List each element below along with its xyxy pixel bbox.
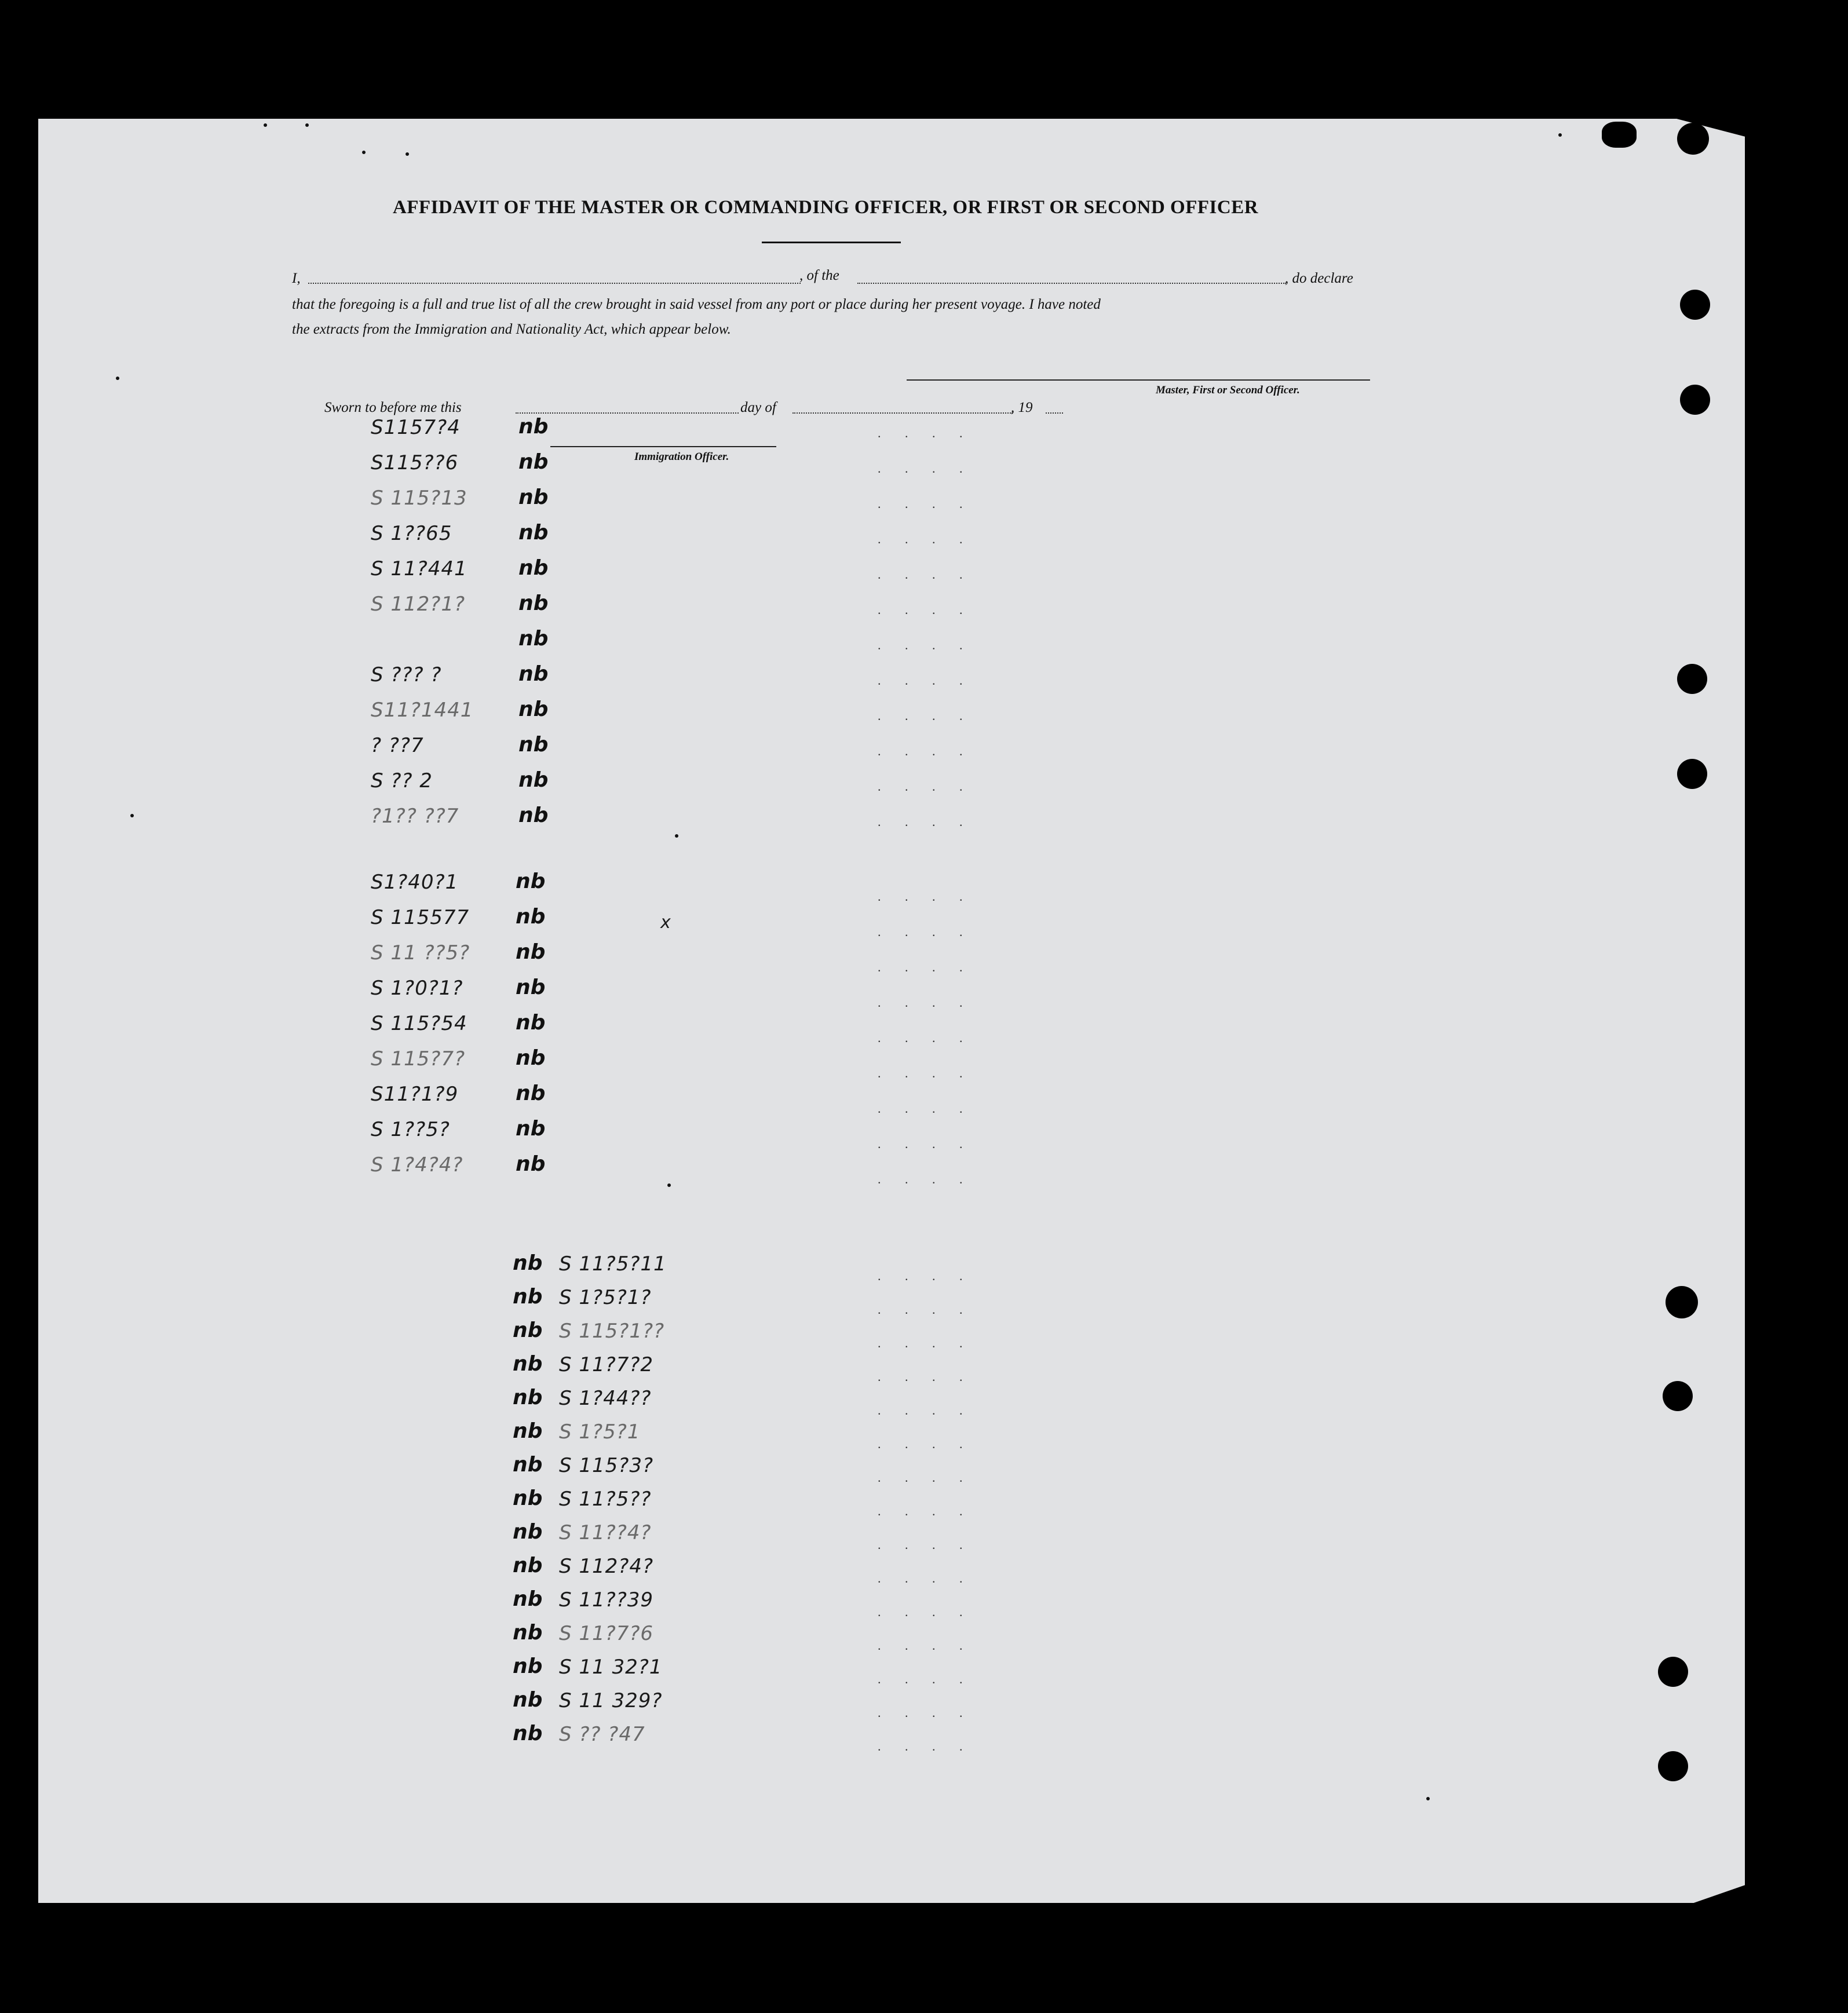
handwritten-nb-mark: nb xyxy=(516,976,546,999)
handwritten-crew-number: S11?1441 xyxy=(371,699,474,722)
dot-leader: . . . . xyxy=(878,1172,973,1186)
handwritten-nb-mark: nb xyxy=(518,697,549,721)
handwritten-nb-mark: nb xyxy=(513,1419,543,1443)
dot-leader: . . . . xyxy=(878,1369,973,1384)
master-caption: Master, First or Second Officer. xyxy=(1156,384,1300,396)
dot-leader: . . . . xyxy=(878,1571,973,1585)
handwritten-crew-number: S 11 ??5? xyxy=(371,941,470,965)
dot-leader: . . . . xyxy=(878,1031,973,1045)
handwritten-nb-mark: nb xyxy=(518,768,549,792)
handwritten-nb-mark: nb xyxy=(518,803,549,827)
handwritten-nb-mark: nb xyxy=(513,1587,543,1611)
punch-hole xyxy=(1677,664,1707,694)
document-page xyxy=(38,119,1745,1903)
speck xyxy=(305,123,309,127)
handwritten-nb-mark: nb xyxy=(513,1688,543,1712)
handwritten-nb-mark: nb xyxy=(516,905,546,929)
speck xyxy=(130,814,134,817)
handwritten-nb-mark: nb xyxy=(518,485,549,509)
sworn-day-blank xyxy=(516,412,739,414)
punch-hole xyxy=(1658,1657,1688,1687)
handwritten-nb-mark: nb xyxy=(518,521,549,545)
dot-leader: . . . . xyxy=(878,1470,973,1485)
handwritten-crew-number: S 1?4?4? xyxy=(371,1153,463,1177)
dot-leader: . . . . xyxy=(878,1504,973,1518)
year-blank xyxy=(1046,412,1063,414)
year-label: , 19 xyxy=(1011,400,1033,415)
handwritten-nb-mark: nb xyxy=(518,733,549,757)
handwritten-crew-number: S 11??4? xyxy=(559,1521,652,1544)
torn-corner-hole xyxy=(1602,122,1637,148)
dot-leader: . . . . xyxy=(878,602,973,617)
dot-leader: . . . . xyxy=(878,461,973,476)
dot-leader: . . . . xyxy=(878,1302,973,1317)
handwritten-nb-mark: nb xyxy=(513,1554,543,1577)
dot-leader: . . . . xyxy=(878,1705,973,1720)
punch-hole xyxy=(1677,759,1707,789)
handwritten-crew-number: S 1?0?1? xyxy=(371,977,463,1000)
dot-leader: . . . . xyxy=(878,567,973,582)
handwritten-nb-mark: nb xyxy=(513,1654,543,1678)
immigration-signature-line xyxy=(550,446,776,447)
dot-leader: . . . . xyxy=(878,673,973,688)
decl-do-declare-label: , do declare xyxy=(1285,271,1353,286)
day-of-label: day of xyxy=(740,400,776,415)
handwritten-nb-mark: nb xyxy=(518,662,549,686)
vessel-blank-line xyxy=(857,283,1286,284)
handwritten-crew-number: S 115577 xyxy=(371,906,470,929)
punch-hole xyxy=(1658,1751,1688,1781)
dot-leader: . . . . xyxy=(878,1537,973,1552)
handwritten-crew-number: S 11?7?2 xyxy=(559,1353,654,1376)
handwritten-nb-mark: nb xyxy=(518,556,549,580)
handwritten-crew-number: ? ??7 xyxy=(371,734,424,757)
handwritten-crew-number: S 11 329? xyxy=(559,1689,663,1712)
handwritten-crew-number: S 115?3? xyxy=(559,1454,654,1477)
dot-leader: . . . . xyxy=(878,496,973,511)
handwritten-nb-mark: nb xyxy=(513,1352,543,1376)
handwritten-nb-mark: nb xyxy=(516,940,546,964)
dot-leader: . . . . xyxy=(878,1137,973,1151)
speck xyxy=(116,377,119,380)
handwritten-crew-number: S ?? 2 xyxy=(371,769,433,792)
speck xyxy=(667,1183,671,1187)
handwritten-nb-mark: nb xyxy=(513,1520,543,1544)
dot-leader: . . . . xyxy=(878,426,973,440)
dot-leader: . . . . xyxy=(878,925,973,939)
handwritten-nb-mark: nb xyxy=(513,1318,543,1342)
master-signature-line xyxy=(907,379,1370,381)
handwritten-crew-number: S 1?44?? xyxy=(559,1387,652,1410)
dot-leader: . . . . xyxy=(878,532,973,546)
handwritten-nb-mark: nb xyxy=(518,415,549,439)
handwritten-nb-mark: nb xyxy=(516,870,546,893)
punch-hole xyxy=(1680,290,1710,320)
handwritten-crew-number: S 11?5?? xyxy=(559,1488,652,1511)
dot-leader: . . . . xyxy=(878,1739,973,1753)
handwritten-nb-mark: nb xyxy=(518,450,549,474)
handwritten-crew-number: S 1?5?1? xyxy=(559,1286,652,1309)
dot-leader: . . . . xyxy=(878,779,973,794)
handwritten-nb-mark: nb xyxy=(516,1117,546,1141)
speck xyxy=(406,152,409,156)
handwritten-nb-mark: nb xyxy=(518,627,549,651)
dot-leader: . . . . xyxy=(878,1638,973,1653)
decl-of-the-label: , of the xyxy=(799,268,839,283)
handwritten-crew-number: S 115?13 xyxy=(371,487,468,510)
handwritten-crew-number: S 11 32?1 xyxy=(559,1656,663,1679)
title-underline xyxy=(762,242,901,243)
dot-leader: . . . . xyxy=(878,995,973,1010)
handwritten-crew-number: S 115?1?? xyxy=(559,1320,665,1343)
handwritten-crew-number: S 11?7?6 xyxy=(559,1622,654,1645)
handwritten-nb-mark: nb xyxy=(513,1722,543,1745)
handwritten-crew-number: S11?1?9 xyxy=(371,1083,459,1106)
dot-leader: . . . . xyxy=(878,1101,973,1116)
dot-leader: . . . . xyxy=(878,1437,973,1451)
handwritten-crew-number: S 112?4? xyxy=(559,1555,654,1578)
dot-leader: . . . . xyxy=(878,1066,973,1080)
handwritten-nb-mark: nb xyxy=(513,1453,543,1477)
handwritten-nb-mark: nb xyxy=(513,1621,543,1645)
dot-leader: . . . . xyxy=(878,1336,973,1350)
punch-hole xyxy=(1666,1286,1698,1318)
name-blank-line xyxy=(308,283,801,284)
dot-leader: . . . . xyxy=(878,744,973,758)
handwritten-crew-number: S 1??5? xyxy=(371,1118,450,1141)
handwritten-crew-number: S ??? ? xyxy=(371,663,442,686)
form-title: AFFIDAVIT OF THE MASTER OR COMMANDING OFFICER, OR FIRST OR SECOND OFFICER xyxy=(392,197,1259,218)
handwritten-nb-mark: nb xyxy=(516,1082,546,1105)
handwritten-nb-mark: nb xyxy=(513,1386,543,1409)
dot-leader: . . . . xyxy=(878,1403,973,1417)
dot-leader: . . . . xyxy=(878,960,973,974)
speck xyxy=(675,834,678,838)
dot-leader: . . . . xyxy=(878,1672,973,1686)
handwritten-nb-mark: nb xyxy=(513,1251,543,1275)
handwritten-crew-number: S1157?4 xyxy=(371,416,461,439)
speck xyxy=(264,123,267,127)
handwritten-crew-number: S115??6 xyxy=(371,451,459,474)
handwritten-crew-number: S 11?441 xyxy=(371,557,468,580)
dot-leader: . . . . xyxy=(878,708,973,723)
handwritten-crew-number: S 1??65 xyxy=(371,522,452,545)
handwritten-nb-mark: nb xyxy=(516,1152,546,1176)
handwritten-crew-number: S1?40?1 xyxy=(371,871,459,894)
dot-leader: . . . . xyxy=(878,1605,973,1619)
speck xyxy=(362,151,366,154)
handwritten-nb-mark: nb xyxy=(513,1486,543,1510)
decl-i-label: I, xyxy=(292,271,301,286)
dot-leader: . . . . xyxy=(878,814,973,829)
dot-leader: . . . . xyxy=(878,1269,973,1283)
handwritten-crew-number: S 11?5?11 xyxy=(559,1252,667,1276)
handwritten-crew-number: S 115?54 xyxy=(371,1012,468,1035)
handwritten-crew-number: S ?? ?47 xyxy=(559,1723,645,1746)
month-blank xyxy=(792,412,1013,414)
punch-hole xyxy=(1663,1381,1693,1411)
handwritten-crew-number: S 112?1? xyxy=(371,593,466,616)
decl-line-2: that the foregoing is a full and true list of all the crew brought in said vessel from any port or place during her present voyage. I have noted xyxy=(292,297,1101,312)
handwritten-nb-mark: nb xyxy=(516,1046,546,1070)
handwritten-nb-mark: nb xyxy=(513,1285,543,1309)
handwritten-crew-number: S 1?5?1 xyxy=(559,1420,641,1444)
handwritten-nb-mark: nb xyxy=(516,1011,546,1035)
handwritten-nb-mark: nb xyxy=(518,591,549,615)
dot-leader: . . . . xyxy=(878,638,973,652)
decl-line-3: the extracts from the Immigration and Nationality Act, which appear below. xyxy=(292,322,731,337)
dot-leader: . . . . xyxy=(878,889,973,904)
torn-corner-hole xyxy=(1677,123,1709,155)
handwritten-crew-number: S 115?7? xyxy=(371,1047,466,1071)
speck xyxy=(1426,1797,1430,1800)
sworn-label: Sworn to before me this xyxy=(324,400,462,415)
punch-hole xyxy=(1680,385,1710,415)
stray-mark: x xyxy=(660,912,671,933)
immigration-caption: Immigration Officer. xyxy=(634,451,729,463)
handwritten-crew-number: ?1?? ??7 xyxy=(371,805,459,828)
handwritten-crew-number: S 11??39 xyxy=(559,1588,654,1612)
speck xyxy=(1558,133,1562,137)
